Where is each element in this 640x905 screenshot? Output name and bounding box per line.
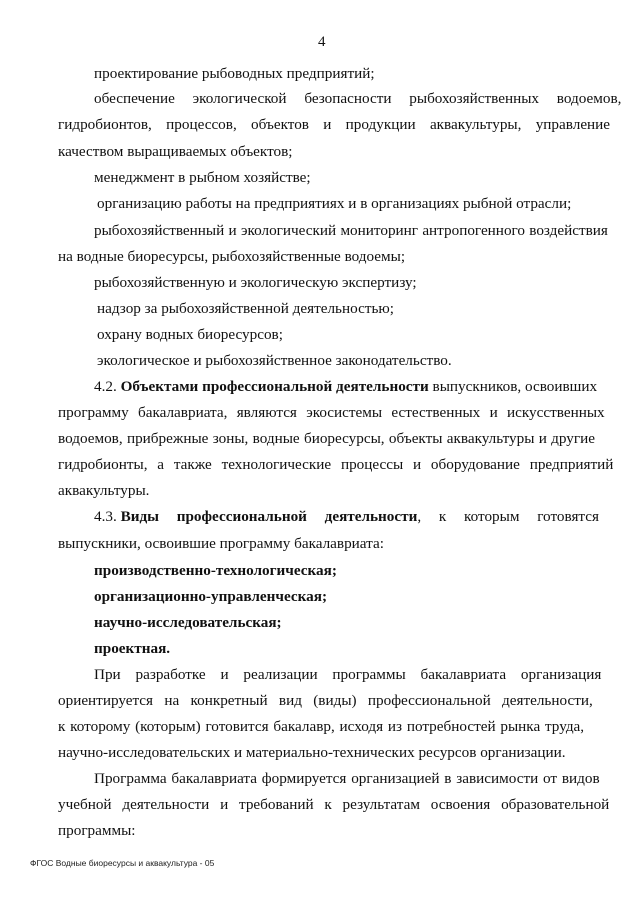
paragraph-line: Программа бакалавриата формируется организацией в зависимости от видов xyxy=(94,770,600,787)
paragraph-4-2-line: гидробионты, а также технологические процессы и оборудование предприятий xyxy=(58,456,614,473)
list-item-continuation: гидробионтов, процессов, объектов и продукции аквакультуры, управление xyxy=(58,116,611,133)
list-item-continuation: на водные биоресурсы, рыбохозяйственные водоемы; xyxy=(58,248,406,265)
list-item: менеджмент в рыбном хозяйстве; xyxy=(94,169,311,186)
bold-term: Объектами профессиональной деятельности xyxy=(120,378,429,395)
paragraph-line: учебной деятельности и требований к результатам освоения образовательной xyxy=(58,796,610,813)
paragraph-line: научно-исследовательских и материально-технических ресурсов организации. xyxy=(58,744,566,761)
bold-term: профессиональной xyxy=(176,508,307,525)
text-run: к xyxy=(438,508,447,525)
list-item: организацию работы на предприятиях и в организациях рыбной отрасли; xyxy=(97,195,572,212)
list-item-continuation: качеством выращиваемых объектов; xyxy=(58,143,293,160)
text-run xyxy=(325,508,422,526)
list-item: проектирование рыбоводных предприятий; xyxy=(94,65,375,82)
paragraph-4-2-line: аквакультуры. xyxy=(58,482,150,499)
bold-term: Виды xyxy=(120,508,159,525)
activity-type-item: проектная. xyxy=(94,640,171,657)
paragraph-4-2-line: водоемов, прибрежные зоны, водные биоресурсы, объекты аквакультуры и другие xyxy=(58,430,595,447)
paragraph-line: к которому (которым) готовится бакалавр, исходя из потребностей рынка труда, xyxy=(58,718,585,735)
activity-type-item: производственно-технологическая; xyxy=(94,562,337,579)
activity-type-item: научно-исследовательская; xyxy=(94,614,282,631)
list-item: охрану водных биоресурсов; xyxy=(97,326,283,343)
paragraph-4-2-line: программу бакалавриата, являются экосистемы естественных и искусственных xyxy=(58,404,605,421)
text-run: готовятся xyxy=(537,508,599,525)
paragraph-4-2-line xyxy=(94,378,597,396)
text-run: которым xyxy=(464,508,520,525)
section-number: 4.3. xyxy=(94,508,117,525)
list-item: экологическое и рыбохозяйственное законодательство. xyxy=(97,352,452,369)
paragraph-line: ориентируется на конкретный вид (виды) профессиональной деятельности, xyxy=(58,692,593,709)
paragraph-4-3-line xyxy=(94,508,599,526)
list-item: надзор за рыбохозяйственной деятельностью; xyxy=(97,300,394,317)
paragraph-line: программы: xyxy=(58,822,136,839)
text-run: выпускников, освоивших xyxy=(432,378,598,395)
activity-type-item: организационно-управленческая; xyxy=(94,588,327,605)
paragraph-4-3-line: выпускники, освоившие программу бакалавриата: xyxy=(58,535,384,552)
section-number: 4.2. xyxy=(94,378,117,395)
list-item: рыбохозяйственную и экологическую экспертизу; xyxy=(94,274,417,291)
list-item: рыбохозяйственный и экологический мониторинг антропогенного воздействия xyxy=(94,222,608,239)
list-item xyxy=(94,90,622,108)
page-footer: ФГОС Водные биоресурсы и аквакультура - 05 xyxy=(30,858,215,868)
text-run: обеспечение экологической безопасности рыбохозяйственных водоемов, xyxy=(94,90,622,107)
comma: , xyxy=(417,508,422,525)
text-run xyxy=(94,508,159,526)
bold-term: деятельности xyxy=(324,508,418,525)
page-number: 4 xyxy=(318,34,326,50)
paragraph-line: При разработке и реализации программы бакалавриата организация xyxy=(94,666,602,683)
